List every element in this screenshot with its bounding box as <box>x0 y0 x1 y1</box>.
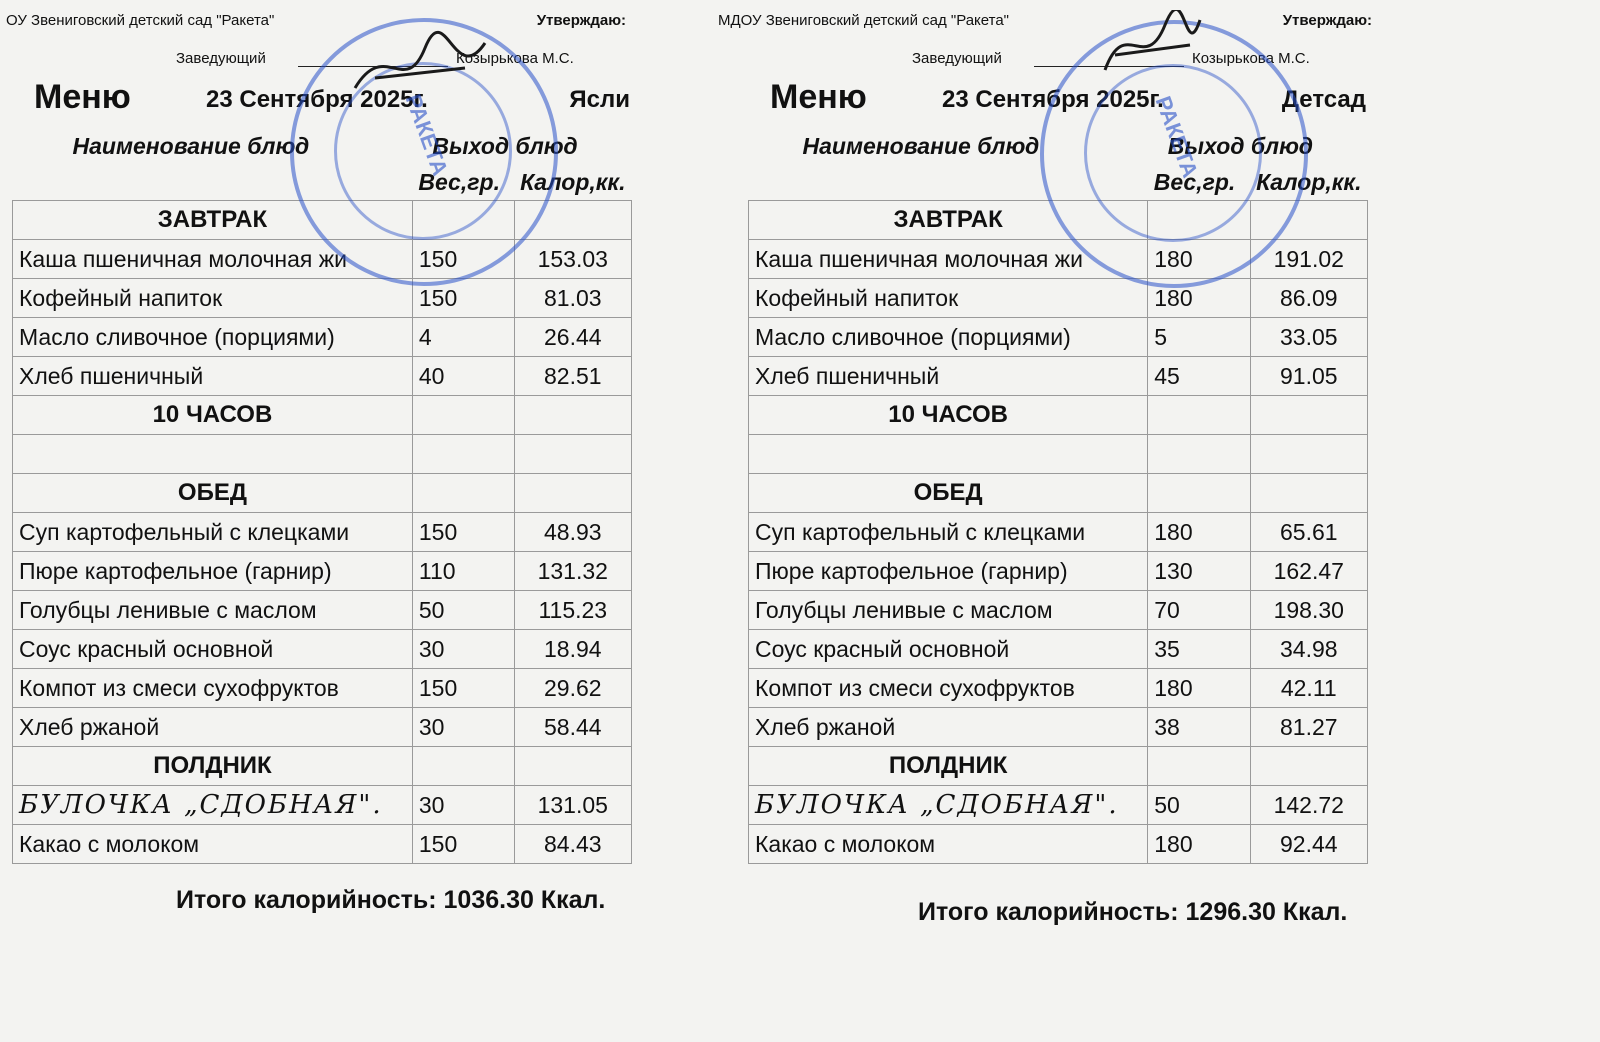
table-row <box>749 513 1368 552</box>
section-lunch: ОБЕД <box>13 474 413 513</box>
table-row <box>749 825 1368 864</box>
menu-title-line <box>742 78 1402 128</box>
dish-weight: 5 <box>1148 318 1250 357</box>
table-header-row <box>13 128 632 164</box>
col-name-header: Наименование блюд <box>802 132 1040 159</box>
dish-weight: 38 <box>1148 708 1250 747</box>
section-row <box>13 396 632 435</box>
dish-name: Пюре картофельное (гарнир) <box>13 552 413 591</box>
dish-weight: 40 <box>412 357 514 396</box>
table-row <box>749 708 1368 747</box>
table-row <box>749 357 1368 396</box>
dish-name: Голубцы ленивые с маслом <box>13 591 413 630</box>
head-signature-line <box>6 30 666 67</box>
dish-name: Масло сливочное (порциями) <box>13 318 413 357</box>
dish-name: Суп картофельный с клецками <box>13 513 413 552</box>
table-row <box>749 591 1368 630</box>
dish-weight: 130 <box>1148 552 1250 591</box>
dish-kcal: 131.05 <box>514 786 631 825</box>
section-row <box>749 747 1368 786</box>
dish-kcal: 81.27 <box>1250 708 1367 747</box>
dish-name: Масло сливочное (порциями) <box>749 318 1148 357</box>
dish-kcal: 48.93 <box>514 513 631 552</box>
dish-weight: 30 <box>412 786 514 825</box>
approve-label: Утверждаю: <box>1282 12 1372 29</box>
dish-kcal: 58.44 <box>514 708 631 747</box>
dish-name: Хлеб ржаной <box>13 708 413 747</box>
table-row <box>13 513 632 552</box>
total-calories-nursery: Итого калорийность: 1036.30 Ккал. <box>176 886 606 914</box>
dish-kcal: 18.94 <box>514 630 631 669</box>
dish-kcal: 82.51 <box>514 357 631 396</box>
col-name-header: Наименование блюд <box>72 132 310 159</box>
menu-sheet-nursery <box>6 0 666 864</box>
table-row <box>13 591 632 630</box>
dish-weight: 150 <box>412 279 514 318</box>
table-header-row <box>749 128 1368 164</box>
dish-kcal: 81.03 <box>514 279 631 318</box>
table-row <box>749 318 1368 357</box>
dish-kcal: 131.32 <box>514 552 631 591</box>
col-weight-header: Вес,гр. <box>418 168 500 195</box>
table-row <box>13 240 632 279</box>
menu-date: 23 Сентября 2025г. <box>206 86 428 113</box>
dish-weight: 180 <box>1148 240 1250 279</box>
section-lunch: ОБЕД <box>749 474 1148 513</box>
table-row <box>749 669 1368 708</box>
dish-name: Какао с молоком <box>749 825 1148 864</box>
menu-date: 23 Сентября 2025г. <box>942 86 1164 113</box>
section-row <box>13 474 632 513</box>
dish-kcal: 29.62 <box>514 669 631 708</box>
section-ten: 10 ЧАСОВ <box>13 396 413 435</box>
table-row <box>13 786 632 825</box>
dish-weight: 50 <box>412 591 514 630</box>
table-subheader-row <box>749 164 1368 201</box>
table-row <box>13 357 632 396</box>
col-kcal-header: Калор,кк. <box>1256 168 1362 195</box>
head-role: Заведующий <box>912 50 1002 67</box>
section-snack: ПОЛДНИК <box>13 747 413 786</box>
section-snack: ПОЛДНИК <box>749 747 1148 786</box>
menu-table <box>748 128 1368 864</box>
dish-weight: 50 <box>1148 786 1250 825</box>
dish-weight: 150 <box>412 513 514 552</box>
head-signature-line <box>742 30 1402 67</box>
menu-title: Меню <box>34 78 131 116</box>
col-weight-header: Вес,гр. <box>1153 168 1236 195</box>
table-row <box>749 240 1368 279</box>
dish-weight: 30 <box>412 630 514 669</box>
dish-weight: 150 <box>412 240 514 279</box>
dish-weight: 180 <box>1148 279 1250 318</box>
section-ten: 10 ЧАСОВ <box>749 396 1148 435</box>
dish-weight: 110 <box>412 552 514 591</box>
dish-kcal: 91.05 <box>1250 357 1367 396</box>
header-org-line <box>6 0 666 30</box>
menu-title-line <box>6 78 666 128</box>
signature-rule <box>298 66 448 67</box>
dish-kcal: 86.09 <box>1250 279 1367 318</box>
empty-row <box>13 435 632 474</box>
section-breakfast: ЗАВТРАК <box>749 201 1148 240</box>
org-name: МДОУ Звениговский детский сад "Ракета" <box>718 12 1009 29</box>
menu-table <box>12 128 632 864</box>
total-calories-kindergarten: Итого калорийность: 1296.30 Ккал. <box>918 898 1348 926</box>
dish-name: Хлеб пшеничный <box>13 357 413 396</box>
section-row <box>749 474 1368 513</box>
menu-sheet-kindergarten <box>718 0 1402 864</box>
dish-kcal: 34.98 <box>1250 630 1367 669</box>
dish-kcal: 92.44 <box>1250 825 1367 864</box>
table-row <box>13 279 632 318</box>
dish-weight: 180 <box>1148 513 1250 552</box>
dish-weight: 150 <box>412 669 514 708</box>
stamp-text: РАКЕТА <box>400 90 454 179</box>
dish-weight: 180 <box>1148 825 1250 864</box>
dish-kcal: 33.05 <box>1250 318 1367 357</box>
table-row <box>13 825 632 864</box>
signature-rule <box>1034 66 1184 67</box>
section-row <box>13 201 632 240</box>
table-row <box>749 630 1368 669</box>
dish-name: Хлеб пшеничный <box>749 357 1148 396</box>
dish-name-handwritten: БУЛОЧКА „СДОБНАЯ". <box>749 786 1148 825</box>
stamp-text: РАКЕТА <box>1150 92 1204 181</box>
section-row <box>13 747 632 786</box>
col-output-header: Выход блюд <box>1167 132 1313 159</box>
dish-name: Компот из смеси сухофруктов <box>749 669 1148 708</box>
dish-name-handwritten: БУЛОЧКА „СДОБНАЯ". <box>13 786 413 825</box>
dish-weight: 4 <box>412 318 514 357</box>
dish-name: Хлеб ржаной <box>749 708 1148 747</box>
table-row <box>13 669 632 708</box>
dish-kcal: 198.30 <box>1250 591 1367 630</box>
org-name: ОУ Звениговский детский сад "Ракета" <box>6 12 275 29</box>
dish-kcal: 162.47 <box>1250 552 1367 591</box>
section-breakfast: ЗАВТРАК <box>13 201 413 240</box>
dish-weight: 30 <box>412 708 514 747</box>
dish-weight: 45 <box>1148 357 1250 396</box>
menu-group: Ясли <box>569 86 630 113</box>
dish-name: Голубцы ленивые с маслом <box>749 591 1148 630</box>
dish-name: Соус красный основной <box>749 630 1148 669</box>
head-role: Заведующий <box>176 50 266 67</box>
dish-kcal: 42.11 <box>1250 669 1367 708</box>
table-row <box>13 708 632 747</box>
section-row <box>749 396 1368 435</box>
table-row <box>749 786 1368 825</box>
table-row <box>749 279 1368 318</box>
dish-weight: 35 <box>1148 630 1250 669</box>
table-row <box>13 552 632 591</box>
col-output-header: Выход блюд <box>432 132 578 159</box>
dish-kcal: 191.02 <box>1250 240 1367 279</box>
dish-kcal: 142.72 <box>1250 786 1367 825</box>
dish-name: Какао с молоком <box>13 825 413 864</box>
dish-name: Каша пшеничная молочная жи <box>749 240 1148 279</box>
approve-label: Утверждаю: <box>536 12 626 29</box>
section-row <box>749 201 1368 240</box>
empty-row <box>749 435 1368 474</box>
dish-kcal: 84.43 <box>514 825 631 864</box>
dish-kcal: 26.44 <box>514 318 631 357</box>
dish-weight: 70 <box>1148 591 1250 630</box>
dish-kcal: 153.03 <box>514 240 631 279</box>
dish-name: Кофейный напиток <box>749 279 1148 318</box>
dish-name: Каша пшеничная молочная жи <box>13 240 413 279</box>
head-name: Козырькова М.С. <box>456 50 574 67</box>
dish-name: Суп картофельный с клецками <box>749 513 1148 552</box>
dish-kcal: 65.61 <box>1250 513 1367 552</box>
table-subheader-row <box>13 164 632 201</box>
header-org-line <box>718 0 1402 30</box>
dish-weight: 150 <box>412 825 514 864</box>
dish-name: Соус красный основной <box>13 630 413 669</box>
table-row <box>13 630 632 669</box>
menu-group: Детсад <box>1281 86 1366 113</box>
dish-weight: 180 <box>1148 669 1250 708</box>
dish-name: Пюре картофельное (гарнир) <box>749 552 1148 591</box>
dish-name: Кофейный напиток <box>13 279 413 318</box>
table-row <box>13 318 632 357</box>
dish-kcal: 115.23 <box>514 591 631 630</box>
dish-name: Компот из смеси сухофруктов <box>13 669 413 708</box>
menu-title: Меню <box>770 78 867 116</box>
table-row <box>749 552 1368 591</box>
col-kcal-header: Калор,кк. <box>520 168 626 195</box>
head-name: Козырькова М.С. <box>1192 50 1310 67</box>
